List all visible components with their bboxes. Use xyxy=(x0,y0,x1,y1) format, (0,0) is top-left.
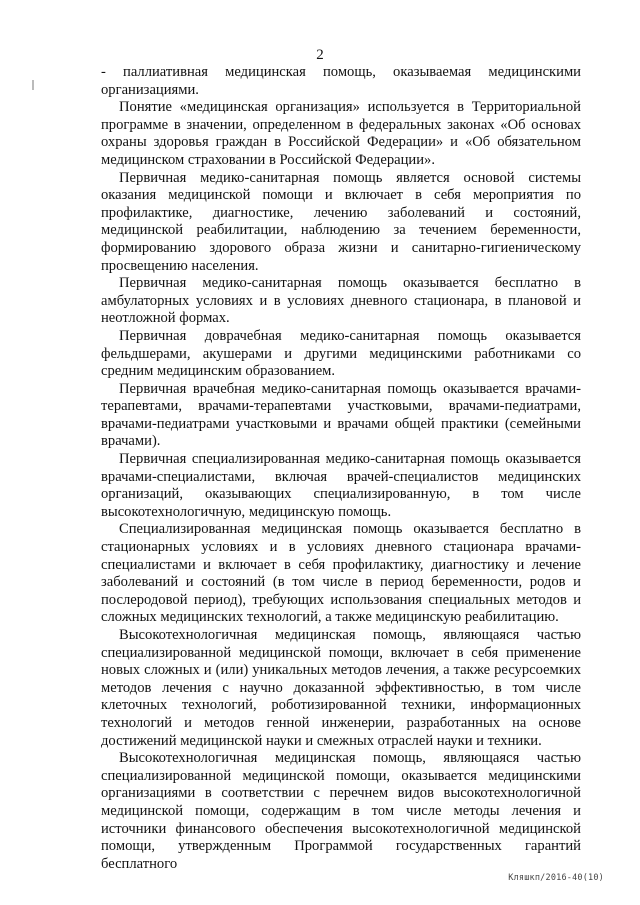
paragraph: Первичная доврачебная медико-санитарная помощь оказывается фельдшерами, акушерами и другими медицинскими работниками со средним медицинским образованием. xyxy=(101,327,581,380)
paragraph: Первичная врачебная медико-санитарная помощь оказывается врачами-терапевтами, врачами-терапевтами участковыми, врачами-педиатрами, врачами-педиатрами участковыми и врачами общей практики (семейными врачами). xyxy=(101,380,581,450)
paragraph: Понятие «медицинская организация» используется в Территориальной программе в значении, определенном в федеральных законах «Об основах охраны здоровья граждан в Российской Федерации» и «Об обязательном медицинском страховании в Российской Федерации». xyxy=(101,99,581,168)
paragraph: Высокотехнологичная медицинская помощь, являющаяся частью специализированной медицинской помощи, включает в себя применение новых сложных и (или) уникальных методов лечения, а также ресурсоемких методов лечения с научно доказанной эффективностью, в том числе клеточных технологий, роботизированной техники, информационных технологий и методов генной инженерии, разработанных на основе достижений медицинской науки и смежных отраслей науки и техники. xyxy=(101,627,581,749)
page-number: 2 xyxy=(316,47,324,63)
document-footer-code: Кляшкп/2016-40(10) xyxy=(508,873,604,883)
paragraph: Первичная специализированная медико-санитарная помощь оказывается врачами-специалистами, включая врачей-специалистов медицинских организаций, оказывающих специализированную, в том числе высокотехнологичную, медицинскую помощь. xyxy=(101,451,581,520)
paragraph: Первичная медико-санитарная помощь является основой системы оказания медицинской помощи и включает в себя мероприятия по профилактике, диагностике, лечению заболеваний и состояний, медицинской реабилитации, наблюдению за течением беременности, формированию здорового образа жизни и санитарно-гигиеническому просвещению населения. xyxy=(101,169,581,274)
paragraph: Первичная медико-санитарная помощь оказывается бесплатно в амбулаторных условиях и в условиях дневного стационара, в плановой и неотложной формах. xyxy=(101,275,581,327)
paragraph: - паллиативная медицинская помощь, оказываемая медицинскими организациями. xyxy=(101,64,581,98)
paragraph: Высокотехнологичная медицинская помощь, являющаяся частью специализированной медицинской помощи, оказывается медицинскими организациями в соответствии с перечнем видов высокотехнологичной медицинской помощи, содержащим в том числе методы лечения и источники финансового обеспечения высокотехнологичной медицинской помощи, утвержденным Программой государственных гарантий бесплатного xyxy=(101,750,581,872)
document-body xyxy=(101,64,581,873)
scan-margin-mark xyxy=(32,80,34,90)
paragraph: Специализированная медицинская помощь оказывается бесплатно в стационарных условиях и в условиях дневного стационара врачами-специалистами и включает в себя профилактику, диагностику и лечение заболеваний и состояний (в том числе в период беременности, родов и послеродовой период), требующих использования специальных методов и сложных медицинских технологий, а также медицинскую реабилитацию. xyxy=(101,521,581,626)
